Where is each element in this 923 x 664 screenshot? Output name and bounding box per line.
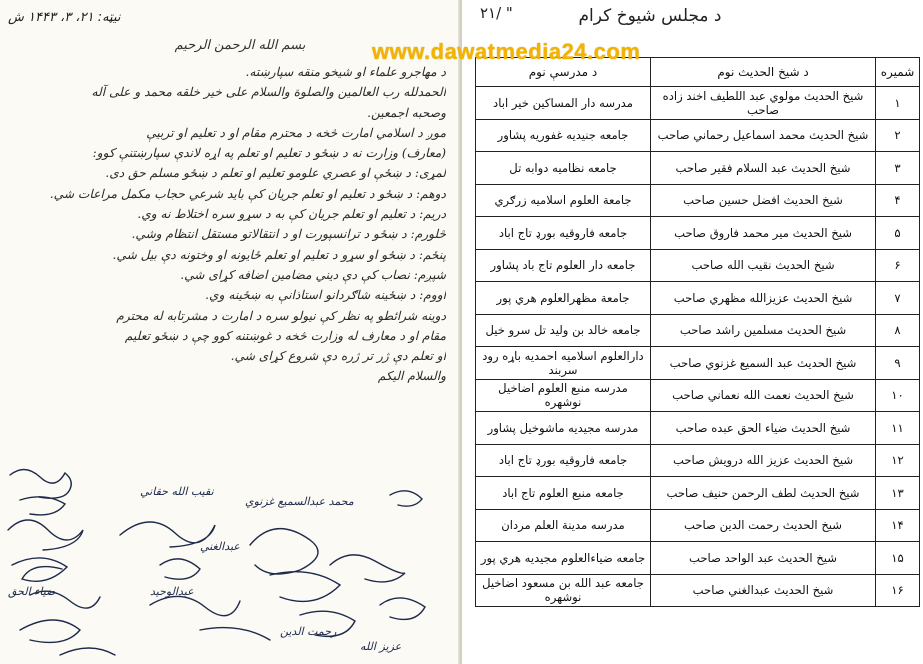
- table-row: [476, 152, 920, 185]
- teacher-name: شیخ الحدیث افضل حسین صاحب: [651, 184, 876, 217]
- table-row: [476, 314, 920, 347]
- school-name: جامعه فاروقیه بورډ تاج اباد: [476, 444, 651, 477]
- teacher-name: شیخ الحدیث عبد الواحد صاحب: [651, 542, 876, 575]
- letter-line: دوینه شرائطو په نظر کې نیولو سره د امارت د مشرتابه له محترم: [116, 308, 446, 323]
- row-number: ۱۳: [876, 477, 920, 510]
- row-number: ۱۶: [876, 574, 920, 607]
- row-number: ۳: [876, 152, 920, 185]
- row-number: ۴: [876, 184, 920, 217]
- school-name: مدرسه منبع العلوم اضاخیل نوشهره: [476, 379, 651, 412]
- letter-line: شپږم: نصاب کې دې دیني مضامین اضافه کړای شي.: [180, 267, 446, 282]
- signature-scribbles: [0, 455, 462, 664]
- school-name: جامعة مظهرالعلوم هري پور: [476, 282, 651, 315]
- signature-name: محمد عبدالسمیع غزنوي: [245, 495, 354, 508]
- table-row: [476, 184, 920, 217]
- school-name: جامعه ضیاءالعلوم مجیدیه هري پور: [476, 542, 651, 575]
- table-row: [476, 444, 920, 477]
- school-name: جامعه نظامیه دوابه تل: [476, 152, 651, 185]
- table-row: [476, 542, 920, 575]
- school-name: جامعه عبد الله بن مسعود اضاخیل نوشهره: [476, 574, 651, 607]
- header-teacher: د شیخ الحدیث نوم: [651, 58, 876, 87]
- letter-line: دریم: د تعلیم او تعلم جریان کې به د سړو سره اختلاط نه وي.: [137, 207, 446, 222]
- teacher-name: شیخ الحدیث میر محمد فاروق صاحب: [651, 217, 876, 250]
- row-number: ۱۲: [876, 444, 920, 477]
- teacher-name: شیخ الحدیث عزیز الله درویش صاحب: [651, 444, 876, 477]
- teacher-name: شیخ الحدیث لطف الرحمن حنیف صاحب: [651, 477, 876, 510]
- letter-body: [16, 62, 446, 387]
- teacher-name: شیخ الحدیث عبدالغني صاحب: [651, 574, 876, 607]
- teacher-name: شیخ الحدیث محمد اسماعیل رحماني صاحب: [651, 119, 876, 152]
- teacher-name: شیخ الحدیث عزیزالله مظهري صاحب: [651, 282, 876, 315]
- school-name: جامعه منبع العلوم تاج اباد: [476, 477, 651, 510]
- letter-line: لمړی: د ښځې او عصري علومو تعلیم او تعلم د ښځو مسلم حق دی.: [105, 166, 446, 181]
- school-name: مدرسه مدینة العلم مردان: [476, 509, 651, 542]
- row-number: ۸: [876, 314, 920, 347]
- signature-name: عبدالوحید: [150, 585, 194, 598]
- letter-date: نیټه: ۲۱، ۳، ۱۴۴۳ ش: [8, 10, 121, 25]
- table-row: [476, 119, 920, 152]
- signature-name: عبدالغني: [200, 540, 240, 553]
- table-row: [476, 477, 920, 510]
- table-row: [476, 87, 920, 120]
- table-row: [476, 379, 920, 412]
- row-number: ۲: [876, 119, 920, 152]
- row-number: ۵: [876, 217, 920, 250]
- letter-line: (معارف) وزارت نه د ښځو د تعلیم او تعلم په اړه لاندې سپارښتنې کوو:: [92, 146, 446, 161]
- header-school: د مدرسې نوم: [476, 58, 651, 87]
- row-number: ۹: [876, 347, 920, 380]
- scholar-roster-table: [475, 57, 920, 607]
- table-row: [476, 249, 920, 282]
- school-name: جامعه فاروقیه بورډ تاج اباد: [476, 217, 651, 250]
- school-name: جامعه دار العلوم تاج باد پشاور: [476, 249, 651, 282]
- letter-line: مقام او د معارف له وزارت څخه د غوښتنه کوو چې د ښځو تعلیم: [124, 328, 446, 343]
- signature-name: رحمت الدین: [280, 625, 337, 638]
- letter-line: څلورم: د ښځو د ترانسپورت او د انتقالاتو مستقل انتظام وشي.: [131, 227, 446, 242]
- row-number: ۱: [876, 87, 920, 120]
- teacher-name: شیخ الحدیث مولوي عبد اللطیف اخند زاده صاحب: [651, 87, 876, 120]
- teacher-name: شیخ الحدیث نعمت الله نعماني صاحب: [651, 379, 876, 412]
- roster-title: د مجلس شیوخ کرام: [578, 6, 722, 26]
- teacher-name: شیخ الحدیث عبد السلام فقیر صاحب: [651, 152, 876, 185]
- table-row: [476, 282, 920, 315]
- school-name: مدرسه مجیدیه ماشوخیل پشاور: [476, 412, 651, 445]
- table-row: [476, 574, 920, 607]
- signature-name: عزیز الله: [360, 640, 402, 653]
- letter-line: دوهم: د ښځو د تعلیم او تعلم جریان کې باید شرعي حجاب مکمل مراعات شي.: [49, 186, 446, 201]
- teacher-name: شیخ الحدیث رحمت الدین صاحب: [651, 509, 876, 542]
- signature-name: ضیاء الحق: [8, 585, 56, 598]
- school-name: جامعة العلوم اسلامیه زرګري: [476, 184, 651, 217]
- row-number: ۷: [876, 282, 920, 315]
- table-row: [476, 412, 920, 445]
- watermark-url: www.dawatmedia24.com: [372, 39, 641, 64]
- table-row: [476, 347, 920, 380]
- letter-line: او تعلم دې ژر تر ژره دې شروع کړای شي.: [230, 349, 446, 364]
- row-number: ۱۵: [876, 542, 920, 575]
- row-number: ۱۴: [876, 509, 920, 542]
- teacher-name: شیخ الحدیث ضیاء الحق عبده صاحب: [651, 412, 876, 445]
- signature-block: [0, 455, 462, 664]
- bismillah-heading: بسم الله الرحمن الرحیم: [174, 38, 306, 53]
- letter-line: والسلام الیکم: [377, 369, 446, 384]
- row-number: ۱۰: [876, 379, 920, 412]
- header-number: شمیره: [876, 58, 920, 87]
- letter-line: اووم: د ښځینه شاګردانو استاذانې به ښځینه وي.: [205, 288, 446, 303]
- table-row: [476, 509, 920, 542]
- school-name: مدرسه دار المساکین خیر اباد: [476, 87, 651, 120]
- row-number: ۱۱: [876, 412, 920, 445]
- school-name: جامعه جنیدیه غفوریه پشاور: [476, 119, 651, 152]
- teacher-name: شیخ الحدیث مسلمین راشد صاحب: [651, 314, 876, 347]
- school-name: دارالعلوم اسلامیه احمدیه باړه رود سربند: [476, 347, 651, 380]
- school-name: جامعه خالد بن ولید تل سرو خیل: [476, 314, 651, 347]
- teacher-name: شیخ الحدیث نقیب الله صاحب: [651, 249, 876, 282]
- row-number: ۶: [876, 249, 920, 282]
- letter-line: وصحبه اجمعین.: [367, 105, 446, 120]
- letter-line: موږ د اسلامي امارت څخه د محترم مقام او د تعلیم او تربیې: [146, 125, 446, 140]
- page-number: ۲۱/ ": [480, 4, 513, 22]
- letter-line: الحمدلله رب العالمین والصلوة والسلام علی خیر خلقه محمد و علی آله: [91, 85, 446, 100]
- letter-line: د مهاجرو علماء او شیخو منقه سپارښته.: [245, 65, 446, 79]
- signature-name: نقیب الله حقاني: [140, 485, 214, 498]
- teacher-name: شیخ الحدیث عبد السمیع غزنوي صاحب: [651, 347, 876, 380]
- letter-line: پنځم: د ښځو او سړو د تعلیم او تعلم ځایونه او وختونه دې بیل شي.: [112, 247, 446, 262]
- table-row: [476, 217, 920, 250]
